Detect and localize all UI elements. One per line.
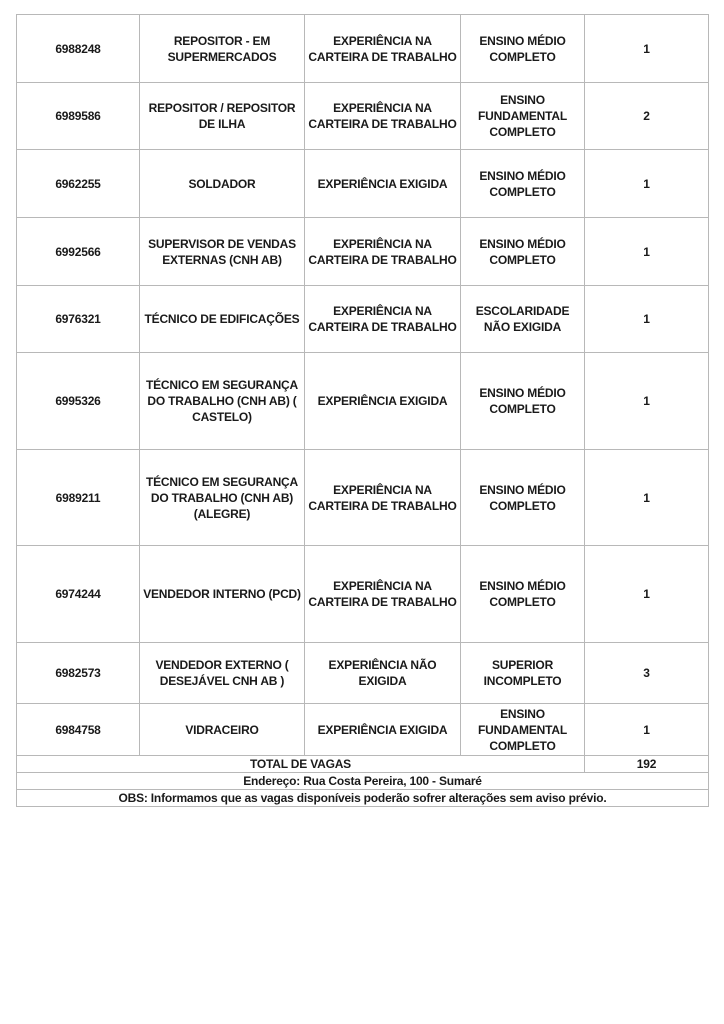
table-row bbox=[17, 83, 709, 150]
job-role: TÉCNICO EM SEGURANÇA DO TRABALHO (CNH AB) ( CASTELO) bbox=[140, 353, 305, 450]
vacancy-count: 1 bbox=[585, 15, 709, 83]
table-row bbox=[17, 643, 709, 704]
experience-requirement: EXPERIÊNCIA NA CARTEIRA DE TRABALHO bbox=[305, 546, 461, 643]
experience-requirement: EXPERIÊNCIA EXIGIDA bbox=[305, 353, 461, 450]
job-code: 6984758 bbox=[17, 704, 140, 756]
table-row bbox=[17, 704, 709, 756]
job-code: 6995326 bbox=[17, 353, 140, 450]
job-vacancies-table bbox=[16, 14, 709, 807]
total-row bbox=[17, 756, 709, 773]
education-requirement: ENSINO FUNDAMENTAL COMPLETO bbox=[461, 83, 585, 150]
education-requirement: ENSINO MÉDIO COMPLETO bbox=[461, 353, 585, 450]
experience-requirement: EXPERIÊNCIA NA CARTEIRA DE TRABALHO bbox=[305, 218, 461, 286]
education-requirement: ENSINO MÉDIO COMPLETO bbox=[461, 546, 585, 643]
vacancy-count: 1 bbox=[585, 150, 709, 218]
education-requirement: ENSINO MÉDIO COMPLETO bbox=[461, 15, 585, 83]
job-role: SOLDADOR bbox=[140, 150, 305, 218]
job-role: REPOSITOR - EM SUPERMERCADOS bbox=[140, 15, 305, 83]
experience-requirement: EXPERIÊNCIA EXIGIDA bbox=[305, 150, 461, 218]
vacancy-count: 1 bbox=[585, 218, 709, 286]
vacancy-count: 2 bbox=[585, 83, 709, 150]
experience-requirement: EXPERIÊNCIA NA CARTEIRA DE TRABALHO bbox=[305, 450, 461, 546]
education-requirement: ENSINO MÉDIO COMPLETO bbox=[461, 450, 585, 546]
vacancy-count: 1 bbox=[585, 286, 709, 353]
address-text: Endereço: Rua Costa Pereira, 100 - Sumaré bbox=[17, 773, 709, 790]
address-row bbox=[17, 773, 709, 790]
vacancy-count: 1 bbox=[585, 546, 709, 643]
experience-requirement: EXPERIÊNCIA NA CARTEIRA DE TRABALHO bbox=[305, 83, 461, 150]
education-requirement: ENSINO FUNDAMENTAL COMPLETO bbox=[461, 704, 585, 756]
table-row bbox=[17, 150, 709, 218]
total-value: 192 bbox=[585, 756, 709, 773]
job-role: VENDEDOR INTERNO (PCD) bbox=[140, 546, 305, 643]
vacancy-count: 1 bbox=[585, 704, 709, 756]
job-role: SUPERVISOR DE VENDAS EXTERNAS (CNH AB) bbox=[140, 218, 305, 286]
education-requirement: ENSINO MÉDIO COMPLETO bbox=[461, 218, 585, 286]
job-role: TÉCNICO EM SEGURANÇA DO TRABALHO (CNH AB) (ALEGRE) bbox=[140, 450, 305, 546]
table-row bbox=[17, 15, 709, 83]
job-code: 6989586 bbox=[17, 83, 140, 150]
total-label: TOTAL DE VAGAS bbox=[17, 756, 585, 773]
table-row bbox=[17, 450, 709, 546]
education-requirement: SUPERIOR INCOMPLETO bbox=[461, 643, 585, 704]
job-role: VENDEDOR EXTERNO ( DESEJÁVEL CNH AB ) bbox=[140, 643, 305, 704]
job-code: 6988248 bbox=[17, 15, 140, 83]
education-requirement: ESCOLARIDADE NÃO EXIGIDA bbox=[461, 286, 585, 353]
job-role: REPOSITOR / REPOSITOR DE ILHA bbox=[140, 83, 305, 150]
vacancy-count: 1 bbox=[585, 353, 709, 450]
job-role: VIDRACEIRO bbox=[140, 704, 305, 756]
table-row bbox=[17, 353, 709, 450]
vacancy-count: 3 bbox=[585, 643, 709, 704]
experience-requirement: EXPERIÊNCIA NA CARTEIRA DE TRABALHO bbox=[305, 15, 461, 83]
experience-requirement: EXPERIÊNCIA NA CARTEIRA DE TRABALHO bbox=[305, 286, 461, 353]
vacancy-count: 1 bbox=[585, 450, 709, 546]
note-row bbox=[17, 790, 709, 807]
job-code: 6992566 bbox=[17, 218, 140, 286]
job-code: 6976321 bbox=[17, 286, 140, 353]
job-code: 6989211 bbox=[17, 450, 140, 546]
job-code: 6962255 bbox=[17, 150, 140, 218]
note-text: OBS: Informamos que as vagas disponíveis poderão sofrer alterações sem aviso prévio. bbox=[17, 790, 709, 807]
job-role: TÉCNICO DE EDIFICAÇÕES bbox=[140, 286, 305, 353]
job-code: 6974244 bbox=[17, 546, 140, 643]
table-row bbox=[17, 286, 709, 353]
job-code: 6982573 bbox=[17, 643, 140, 704]
experience-requirement: EXPERIÊNCIA EXIGIDA bbox=[305, 704, 461, 756]
table-row bbox=[17, 218, 709, 286]
experience-requirement: EXPERIÊNCIA NÃO EXIGIDA bbox=[305, 643, 461, 704]
table-row bbox=[17, 546, 709, 643]
education-requirement: ENSINO MÉDIO COMPLETO bbox=[461, 150, 585, 218]
